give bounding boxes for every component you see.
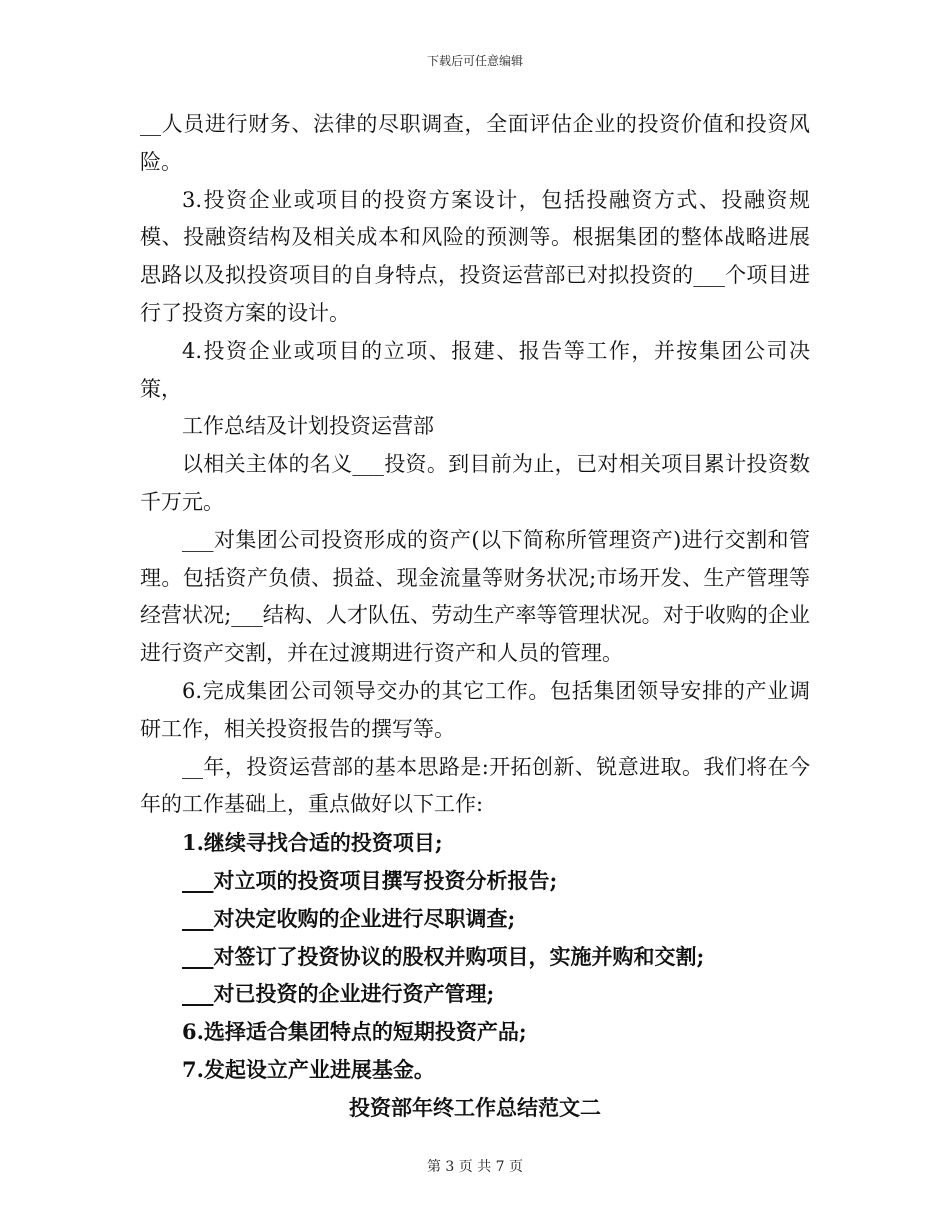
paragraph-continuation: __人员进行财务、法律的尽职调查，全面评估企业的投资价值和投资风险。 [140,112,810,174]
paragraph-item-4: 4.投资企业或项目的立项、报建、报告等工作，并按集团公司决策， [140,338,810,401]
page-header: 下载后可任意编辑 [426,54,523,68]
task-item: ___对立项的投资项目撰写投资分析报告; [182,867,558,893]
task-item: 1.继续寻找合适的投资项目; [182,830,443,856]
paragraph-basic-approach: __年，投资运营部的基本思路是:开拓创新、锐意进取。我们将在今年的工作基础上，重点做好以下工作: [140,754,810,817]
paragraph-item-6: 6.完成集团公司领导交办的其它工作。包括集团领导安排的产业调研工作，相关投资报告的撰写等。 [140,678,810,741]
paragraph-item-3: 3.投资企业或项目的投资方案设计，包括投融资方式、投融资规模、投融资结构及相关成本和风险的预测等。根据集团的整体战略进展思路以及拟投资项目的自身特点，投资运营部已对拟投资的___个项目进行了投资方案的设计。 [140,187,810,325]
document-body [140,106,810,1127]
section-title: 投资部年终工作总结范文二 [349,1094,601,1120]
inline-subtitle: 工作总结及计划投资运营部 [182,414,434,439]
page-footer: 第 3 页 共 7 页 [426,1159,524,1175]
task-item: ___对签订了投资协议的股权并购项目，实施并购和交割; [182,943,705,969]
task-item: ___对决定收购的企业进行尽职调查; [182,905,516,931]
paragraph-asset-management: ___对集团公司投资形成的资产(以下简称所管理资产)进行交割和管理。包括资产负债、损益、现金流量等财务状况;市场开发、生产管理等经营状况;___结构、人才队伍、劳动生产率等管理状况。对于收购的企业进行资产交割，并在过渡期进行资产和人员的管理。 [140,527,810,666]
task-item: 7.发起设立产业进展基金。 [182,1056,435,1082]
paragraph-investment-total: 以相关主体的名义___投资。到目前为止，已对相关项目累计投资数千万元。 [140,452,810,514]
task-item: ___对已投资的企业进行资产管理; [182,981,495,1007]
task-item: 6.选择适合集团特点的短期投资产品; [182,1019,527,1045]
